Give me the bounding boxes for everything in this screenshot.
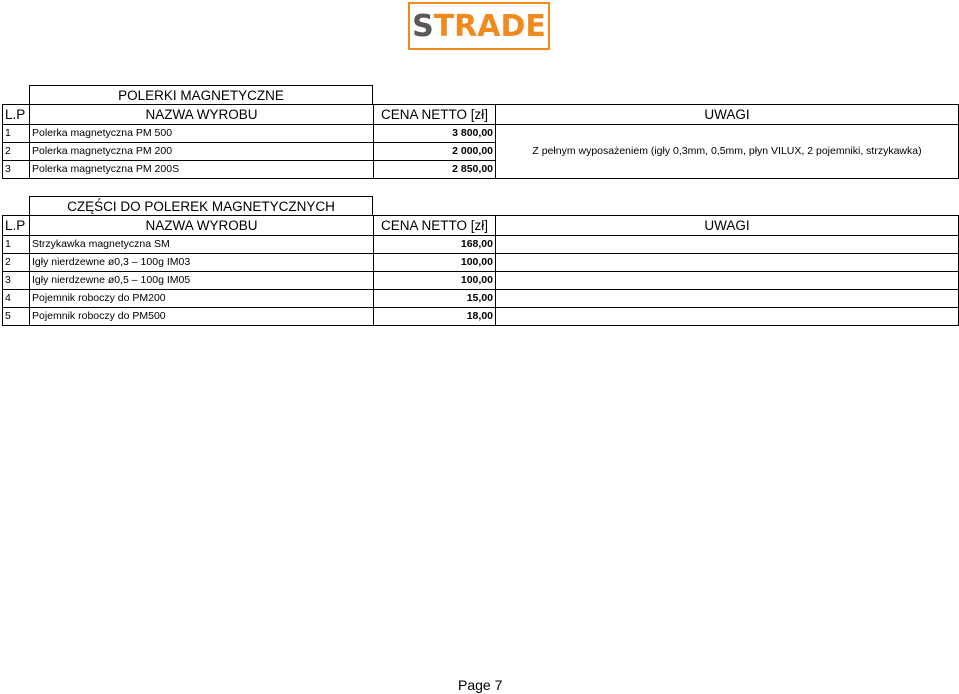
header-name: NAZWA WYROBU [30, 216, 374, 236]
row-price: 100,00 [374, 254, 496, 272]
row-name: Igły nierdzewne ø0,3 – 100g IM03 [30, 254, 374, 272]
row-price: 2 000,00 [374, 143, 496, 161]
row-note [496, 290, 959, 308]
section1-table [2, 104, 959, 179]
row-note [496, 308, 959, 326]
row-note [496, 272, 959, 290]
header-price: CENA NETTO [zł] [374, 105, 496, 125]
row-lp: 1 [3, 236, 30, 254]
header-notes: UWAGI [496, 105, 959, 125]
row-price: 168,00 [374, 236, 496, 254]
header-price: CENA NETTO [zł] [374, 216, 496, 236]
row-name: Igły nierdzewne ø0,5 – 100g IM05 [30, 272, 374, 290]
logo-letters-trade: TRADE [433, 8, 546, 44]
row-lp: 5 [3, 308, 30, 326]
row-price: 100,00 [374, 272, 496, 290]
header-lp: L.P [3, 105, 30, 125]
table-row [3, 290, 959, 308]
logo-letter-s: S [412, 8, 434, 44]
row-name: Strzykawka magnetyczna SM [30, 236, 374, 254]
table-row [3, 272, 959, 290]
table-row [3, 254, 959, 272]
row-name: Polerka magnetyczna PM 500 [30, 125, 374, 143]
row-lp: 2 [3, 143, 30, 161]
section1-header-row [3, 105, 959, 125]
row-price: 2 850,00 [374, 161, 496, 179]
row-lp: 2 [3, 254, 30, 272]
row-price: 3 800,00 [374, 125, 496, 143]
row-note [496, 254, 959, 272]
row-price: 18,00 [374, 308, 496, 326]
row-lp: 4 [3, 290, 30, 308]
section2-title: CZĘŚCI DO POLEREK MAGNETYCZNYCH [29, 196, 373, 216]
row-lp: 1 [3, 125, 30, 143]
row-name: Polerka magnetyczna PM 200 [30, 143, 374, 161]
table-row [3, 125, 959, 143]
table-row [3, 236, 959, 254]
section2-table [2, 215, 959, 326]
table-row [3, 308, 959, 326]
row-name: Polerka magnetyczna PM 200S [30, 161, 374, 179]
row-lp: 3 [3, 161, 30, 179]
row-name: Pojemnik roboczy do PM500 [30, 308, 374, 326]
row-name: Pojemnik roboczy do PM200 [30, 290, 374, 308]
strade-logo [408, 2, 550, 50]
header-notes: UWAGI [496, 216, 959, 236]
row-note: Z pełnym wyposażeniem (igły 0,3mm, 0,5mm, płyn VILUX, 2 pojemniki, strzykawka) [496, 125, 959, 179]
header-lp: L.P [3, 216, 30, 236]
section2-header-row [3, 216, 959, 236]
row-price: 15,00 [374, 290, 496, 308]
row-lp: 3 [3, 272, 30, 290]
header-name: NAZWA WYROBU [30, 105, 374, 125]
section1-title: POLERKI MAGNETYCZNE [29, 85, 373, 105]
page-number: Page 7 [458, 677, 503, 693]
row-note [496, 236, 959, 254]
